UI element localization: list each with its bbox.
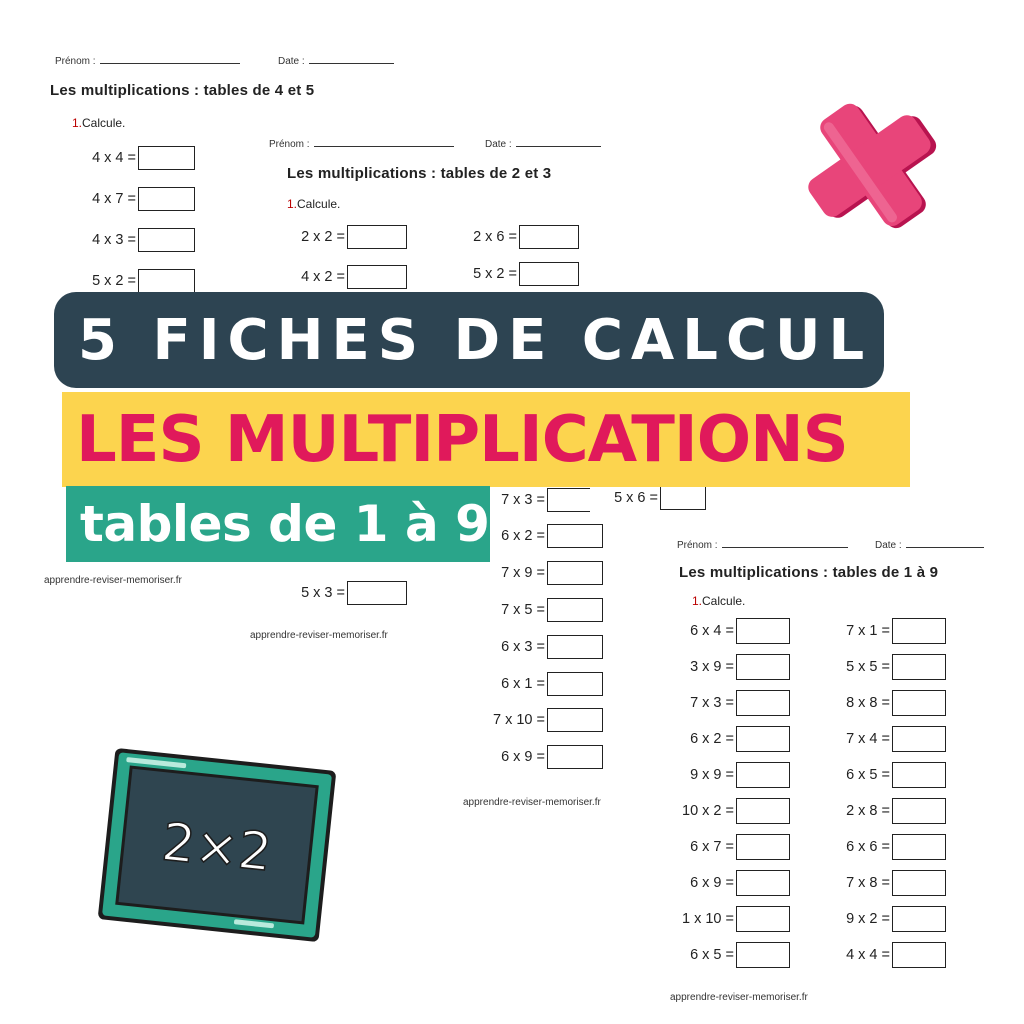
exercise-expression: 9 x 2 = — [846, 911, 890, 927]
instruction-text: Calcule. — [82, 116, 126, 130]
instruction-number: 1. — [287, 197, 298, 211]
answer-box[interactable] — [138, 228, 195, 252]
footer-url: apprendre-reviser-memoriser.fr — [670, 992, 808, 1003]
exercise-row — [826, 905, 946, 933]
exercise-expression: 7 x 1 = — [846, 623, 890, 639]
exercise-row — [590, 484, 706, 512]
exercise-expression: 3 x 9 = — [690, 659, 734, 675]
instruction — [72, 116, 125, 130]
answer-box[interactable] — [736, 906, 790, 932]
exercise-expression: 7 x 3 = — [501, 492, 545, 508]
exercise-row — [670, 653, 790, 681]
answer-box[interactable] — [892, 762, 946, 788]
exercise-expression: 10 x 2 = — [682, 803, 734, 819]
answer-box[interactable] — [547, 745, 603, 769]
exercise-expression: 5 x 2 = — [473, 266, 517, 282]
exercise-expression: 4 x 7 = — [92, 191, 136, 207]
exercise-row — [826, 941, 946, 969]
footer-url: apprendre-reviser-memoriser.fr — [250, 630, 388, 641]
exercise-expression: 2 x 2 = — [301, 229, 345, 245]
multiplication-cross-icon — [800, 92, 950, 242]
banner-tables-range — [66, 486, 490, 562]
instruction-number: 1. — [692, 594, 703, 608]
answer-box[interactable] — [547, 708, 603, 732]
prenom-field — [677, 538, 848, 551]
exercise-expression: 6 x 9 = — [501, 749, 545, 765]
answer-box[interactable] — [892, 690, 946, 716]
answer-box[interactable] — [547, 524, 603, 548]
instruction — [287, 197, 340, 211]
worksheet-title: Les multiplications : tables de 1 à 9 — [679, 564, 939, 581]
worksheet-title: Les multiplications : tables de 2 et 3 — [287, 165, 552, 182]
answer-box[interactable] — [892, 906, 946, 932]
answer-box[interactable] — [892, 870, 946, 896]
answer-box[interactable] — [892, 834, 946, 860]
exercise-expression: 6 x 2 = — [690, 731, 734, 747]
exercise-row — [670, 689, 790, 717]
exercise-expression: 7 x 4 = — [846, 731, 890, 747]
date-field — [485, 137, 601, 150]
exercise-row — [670, 905, 790, 933]
exercise-expression: 5 x 6 = — [614, 490, 658, 506]
exercise-expression: 2 x 8 = — [846, 803, 890, 819]
exercise-row — [826, 617, 946, 645]
exercise-expression: 6 x 5 = — [690, 947, 734, 963]
exercise-expression: 7 x 10 = — [493, 712, 545, 728]
exercise-expression: 5 x 5 = — [846, 659, 890, 675]
exercise-row — [670, 725, 790, 753]
answer-box[interactable] — [892, 942, 946, 968]
exercise-expression: 6 x 4 = — [690, 623, 734, 639]
footer-url: apprendre-reviser-memoriser.fr — [463, 797, 601, 808]
prenom-label: Prénom : — [677, 540, 718, 551]
instruction-number: 1. — [72, 116, 83, 130]
exercise-row — [670, 833, 790, 861]
footer-url: apprendre-reviser-memoriser.fr — [44, 575, 182, 586]
chalkboard-text: 2×2 — [158, 812, 275, 884]
prenom-label: Prénom : — [55, 56, 96, 67]
banner-les-multiplications — [62, 392, 910, 487]
date-label: Date : — [278, 56, 305, 67]
answer-box[interactable] — [547, 672, 603, 696]
worksheet-tables-1-9 — [640, 525, 1024, 1020]
exercise-expression: 6 x 5 = — [846, 767, 890, 783]
banner-fiches-de-calcul — [54, 292, 884, 388]
answer-box[interactable] — [138, 146, 195, 170]
exercise-row — [72, 267, 195, 295]
exercise-expression: 7 x 9 = — [501, 565, 545, 581]
exercise-expression: 6 x 6 = — [846, 839, 890, 855]
exercise-row — [826, 653, 946, 681]
exercise-expression: 2 x 6 = — [473, 229, 517, 245]
exercise-row — [826, 797, 946, 825]
answer-box[interactable] — [736, 762, 790, 788]
exercise-row — [281, 579, 407, 607]
exercise-row — [826, 761, 946, 789]
date-field — [278, 54, 394, 67]
instruction-text: Calcule. — [297, 197, 341, 211]
answer-box[interactable] — [736, 654, 790, 680]
answer-box[interactable] — [347, 265, 407, 289]
exercise-row — [481, 706, 603, 734]
answer-box[interactable] — [519, 225, 579, 249]
prenom-field — [269, 137, 454, 150]
exercise-row — [72, 144, 195, 172]
exercise-expression: 4 x 4 = — [92, 150, 136, 166]
exercise-expression: 5 x 3 = — [301, 585, 345, 601]
answer-box[interactable] — [736, 726, 790, 752]
answer-box[interactable] — [519, 262, 579, 286]
exercise-row — [481, 633, 603, 661]
answer-box[interactable] — [736, 834, 790, 860]
answer-box[interactable] — [138, 269, 195, 293]
exercise-row — [826, 689, 946, 717]
answer-box[interactable] — [660, 486, 706, 510]
exercise-expression: 4 x 2 = — [301, 269, 345, 285]
exercise-row — [826, 833, 946, 861]
answer-box[interactable] — [892, 726, 946, 752]
date-label: Date : — [875, 540, 902, 551]
exercise-expression: 4 x 3 = — [92, 232, 136, 248]
exercise-row — [481, 559, 603, 587]
exercise-expression: 7 x 5 = — [501, 602, 545, 618]
answer-box[interactable] — [547, 561, 603, 585]
answer-box[interactable] — [547, 598, 603, 622]
banner-line3-text: tables de 1 à 9 — [80, 495, 490, 553]
chalkboard-icon — [92, 745, 342, 945]
exercise-row — [670, 869, 790, 897]
prenom-field — [55, 54, 240, 67]
instruction-text: Calcule. — [702, 594, 746, 608]
exercise-expression: 7 x 3 = — [690, 695, 734, 711]
exercise-row — [826, 869, 946, 897]
exercise-expression: 4 x 4 = — [846, 947, 890, 963]
exercise-row — [481, 486, 603, 514]
worksheet-title: Les multiplications : tables de 4 et 5 — [50, 82, 315, 99]
answer-box[interactable] — [892, 654, 946, 680]
exercise-expression: 7 x 8 = — [846, 875, 890, 891]
exercise-expression: 5 x 2 = — [92, 273, 136, 289]
answer-box[interactable] — [736, 618, 790, 644]
exercise-row — [670, 941, 790, 969]
date-label: Date : — [485, 139, 512, 150]
answer-box[interactable] — [736, 942, 790, 968]
prenom-label: Prénom : — [269, 139, 310, 150]
answer-box[interactable] — [138, 187, 195, 211]
exercise-row — [670, 617, 790, 645]
answer-box[interactable] — [347, 581, 407, 605]
exercise-expression: 6 x 1 = — [501, 676, 545, 692]
exercise-row — [281, 263, 407, 291]
exercise-row — [72, 226, 195, 254]
exercise-row — [453, 223, 579, 251]
answer-box[interactable] — [736, 870, 790, 896]
exercise-expression: 9 x 9 = — [690, 767, 734, 783]
exercise-row — [281, 223, 407, 251]
exercise-row — [670, 761, 790, 789]
exercise-expression: 8 x 8 = — [846, 695, 890, 711]
instruction — [692, 594, 745, 608]
date-field — [875, 538, 984, 551]
exercise-row — [453, 260, 579, 288]
exercise-expression: 1 x 10 = — [682, 911, 734, 927]
exercise-row — [481, 522, 603, 550]
banner-line1-text: 5 FICHES DE CALCUL — [78, 307, 873, 373]
exercise-row — [481, 743, 603, 771]
exercise-expression: 6 x 2 = — [501, 528, 545, 544]
exercise-row — [826, 725, 946, 753]
answer-box[interactable] — [892, 798, 946, 824]
answer-box[interactable] — [547, 635, 603, 659]
answer-box[interactable] — [736, 690, 790, 716]
exercise-expression: 6 x 3 = — [501, 639, 545, 655]
exercise-row — [481, 596, 603, 624]
answer-box[interactable] — [347, 225, 407, 249]
exercise-expression: 6 x 7 = — [690, 839, 734, 855]
exercise-expression: 6 x 9 = — [690, 875, 734, 891]
exercise-row — [481, 670, 603, 698]
banner-line2-text: LES MULTIPLICATIONS — [76, 402, 848, 477]
exercise-row — [72, 185, 195, 213]
answer-box[interactable] — [736, 798, 790, 824]
answer-box[interactable] — [892, 618, 946, 644]
exercise-row — [670, 797, 790, 825]
